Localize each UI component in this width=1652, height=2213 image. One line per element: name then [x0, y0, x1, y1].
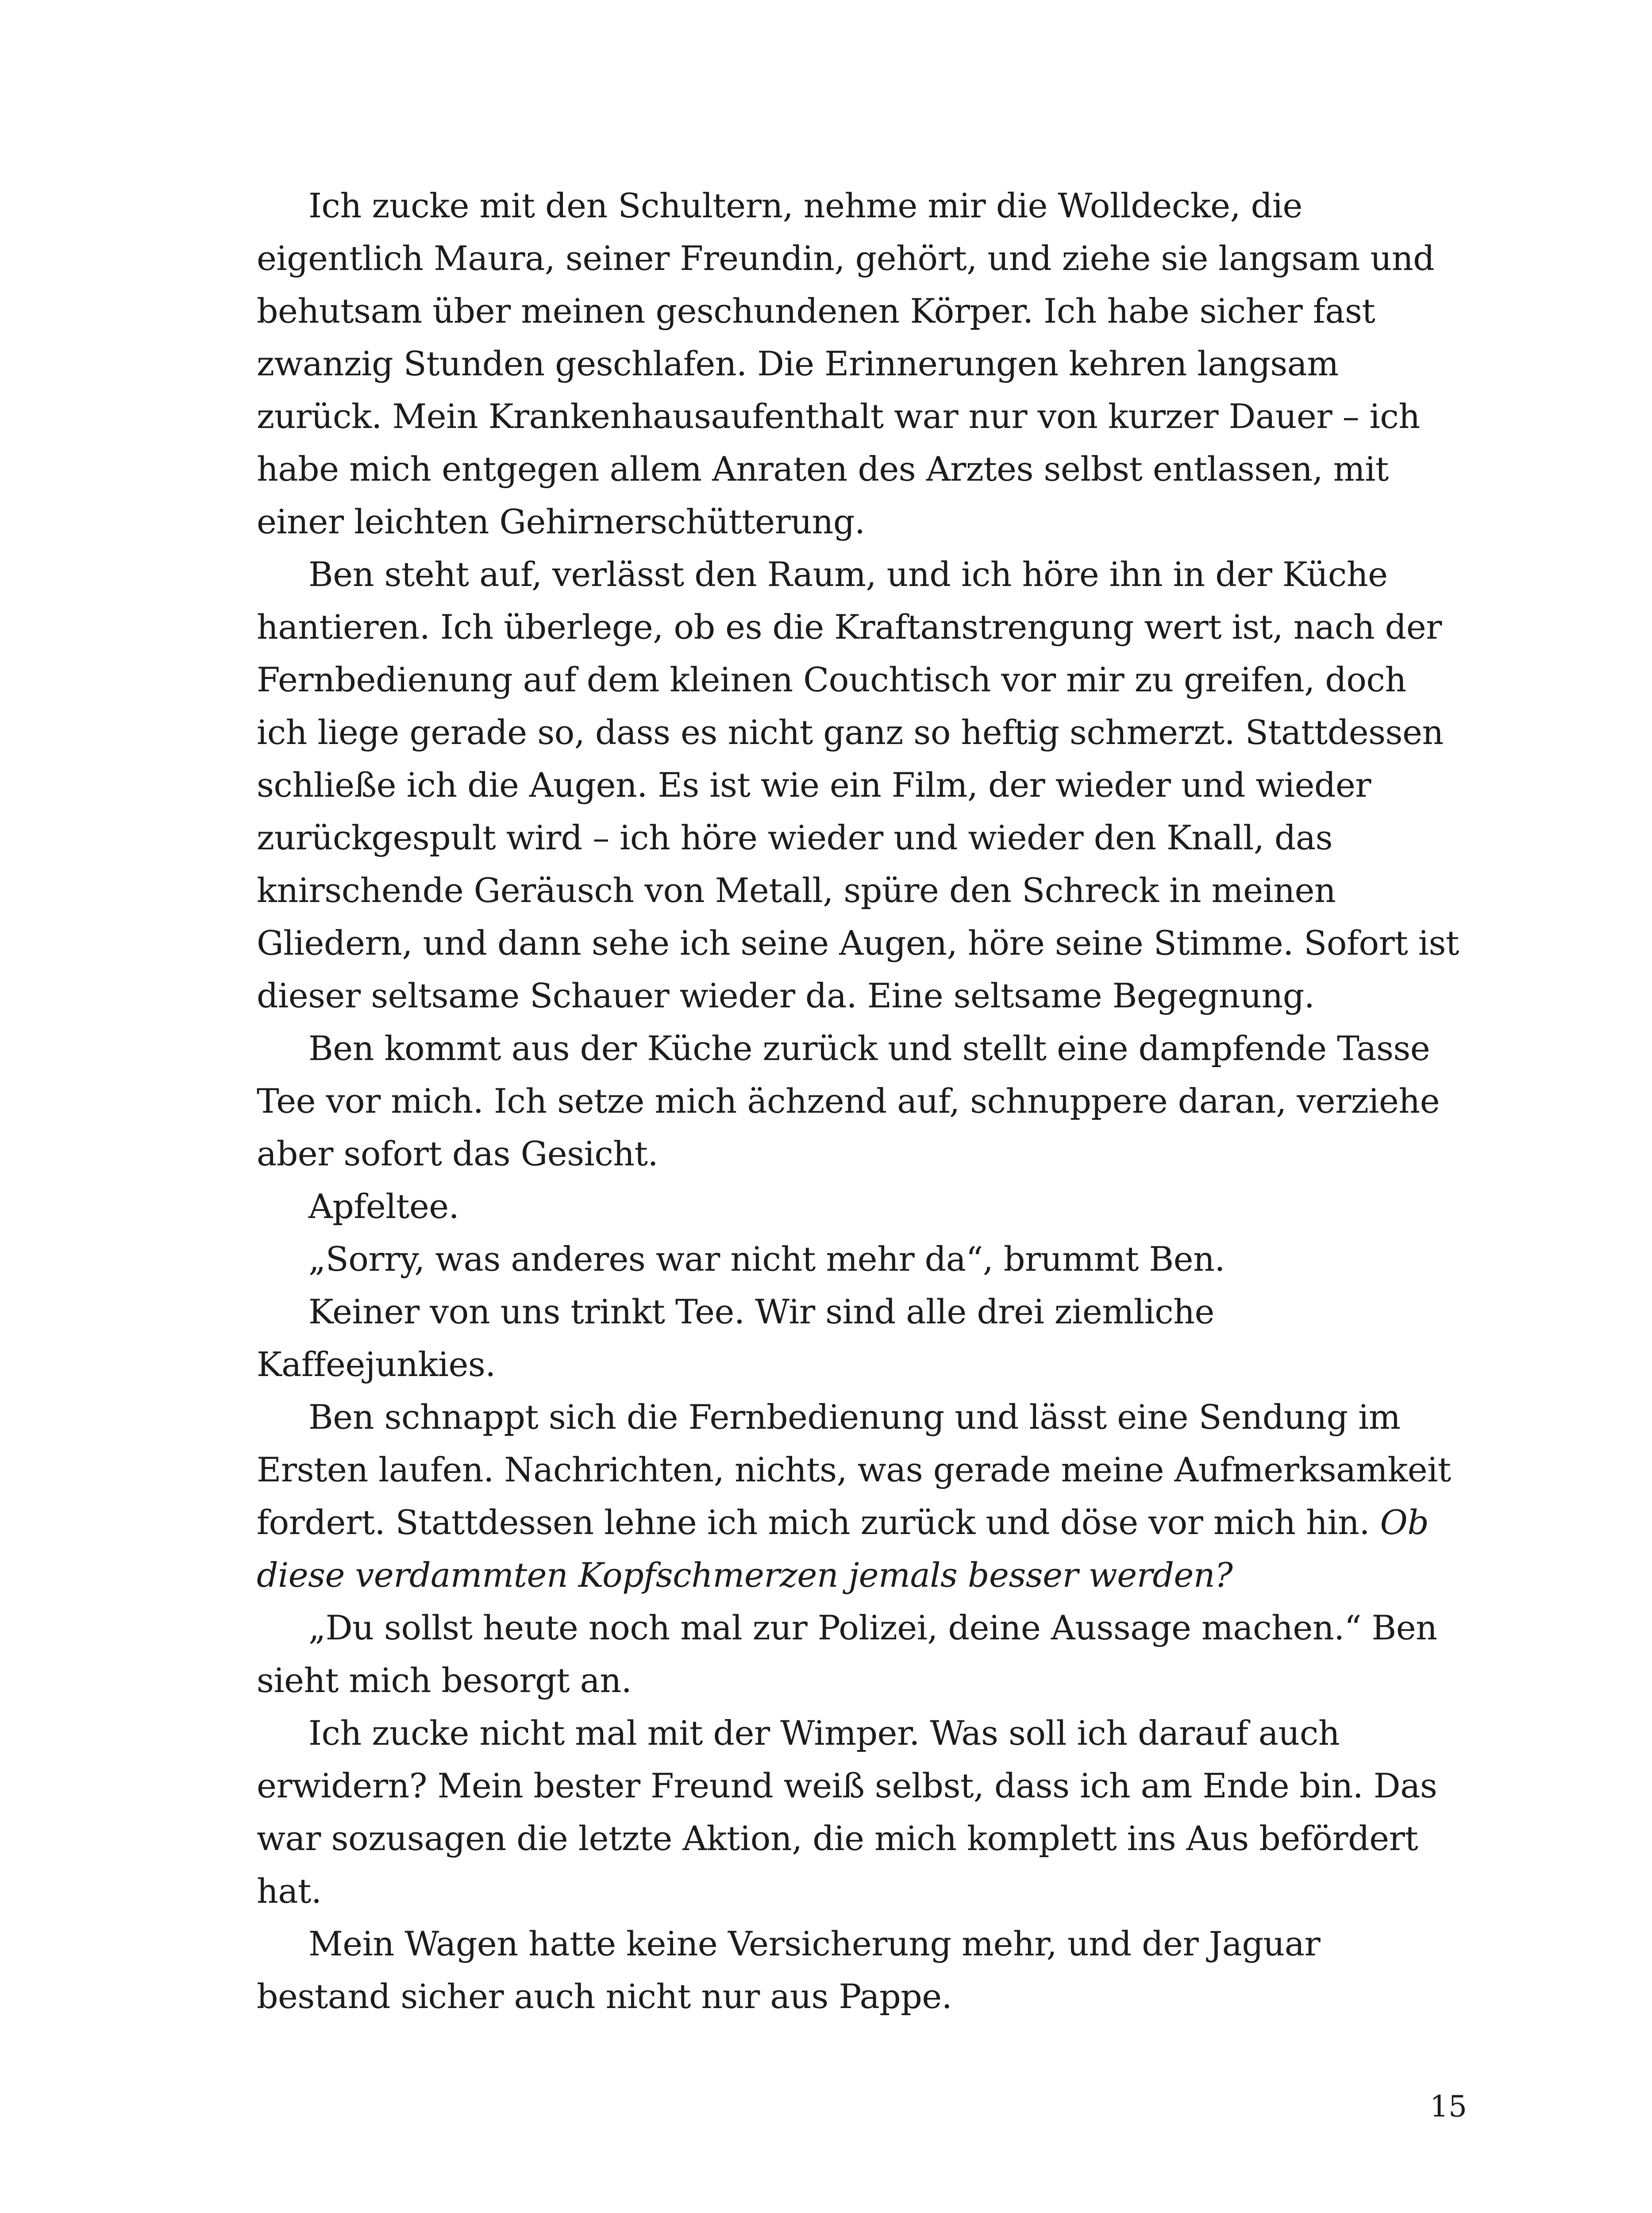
text-line: Ich zucke mit den Schultern, nehme mir die Wolldecke, die: [308, 186, 1302, 225]
text-line: hantieren. Ich überlege, ob es die Kraftanstrengung wert ist, nach der: [257, 607, 1442, 647]
text-line-roman: fordert. Stattdessen lehne ich mich zurück und döse vor mich hin.: [257, 1503, 1370, 1542]
text-line: Ben schnappt sich die Fernbedienung und lässt eine Sendung im: [308, 1397, 1401, 1437]
text-line: erwidern? Mein bester Freund weiß selbst, dass ich am Ende bin. Das: [257, 1766, 1437, 1805]
text-line: behutsam über meinen geschundenen Körper. Ich habe sicher fast: [257, 291, 1375, 331]
text-line: Ben steht auf, verlässt den Raum, und ich höre ihn in der Küche: [308, 555, 1388, 594]
text-line: Keiner von uns trinkt Tee. Wir sind alle drei ziemliche: [308, 1292, 1214, 1331]
text-line: bestand sicher auch nicht nur aus Pappe.: [257, 1977, 952, 2016]
text-line: Gliedern, und dann sehe ich seine Augen, höre seine Stimme. Sofort ist: [257, 923, 1459, 963]
text-line: war sozusagen die letzte Aktion, die mich komplett ins Aus befördert: [257, 1819, 1418, 1858]
text-line: aber sofort das Gesicht.: [257, 1134, 658, 1173]
text-line: zurück. Mein Krankenhausaufenthalt war nur von kurzer Dauer – ich: [257, 397, 1420, 436]
text-line-italic: Ob: [1369, 1503, 1429, 1542]
text-line: dieser seltsame Schauer wieder da. Eine seltsame Begegnung.: [257, 976, 1315, 1015]
text-line: habe mich entgegen allem Anraten des Arztes selbst entlassen, mit: [257, 449, 1389, 489]
text-line: knirschende Geräusch von Metall, spüre den Schreck in meinen: [257, 871, 1336, 910]
body-text: [257, 179, 1460, 2023]
text-line: schließe ich die Augen. Es ist wie ein Film, der wieder und wieder: [257, 765, 1371, 805]
text-line: zurückgespult wird – ich höre wieder und wieder den Knall, das: [257, 818, 1332, 857]
text-line: einer leichten Gehirnerschütterung.: [257, 502, 865, 541]
text-line: hat.: [257, 1871, 322, 1911]
text-line: „Du sollst heute noch mal zur Polizei, deine Aussage machen.“ Ben: [308, 1608, 1437, 1647]
text-line: Mein Wagen hatte keine Versicherung mehr, und der Jaguar: [308, 1924, 1321, 1963]
text-line: „Sorry, was anderes war nicht mehr da“, brummt Ben.: [308, 1239, 1225, 1279]
text-line: Ben kommt aus der Küche zurück und stellt eine dampfende Tasse: [308, 1029, 1430, 1068]
text-line: Ich zucke nicht mal mit der Wimper. Was soll ich darauf auch: [308, 1713, 1340, 1753]
text-line: Tee vor mich. Ich setze mich ächzend auf, schnuppere daran, verziehe: [257, 1081, 1440, 1121]
text-line: [257, 1496, 1460, 1549]
text-line: Kaffeejunkies.: [257, 1345, 496, 1384]
text-line: Apfeltee.: [308, 1187, 459, 1226]
text-line: Ersten laufen. Nachrichten, nichts, was gerade meine Aufmerksamkeit: [257, 1450, 1451, 1489]
text-line-italic: diese verdammten Kopfschmerzen jemals besser werden?: [257, 1555, 1233, 1595]
page-number: 15: [1430, 2090, 1467, 2124]
text-line: sieht mich besorgt an.: [257, 1661, 632, 1700]
text-line: Fernbedienung auf dem kleinen Couchtisch vor mir zu greifen, doch: [257, 660, 1406, 699]
text-line: ich liege gerade so, dass es nicht ganz so heftig schmerzt. Stattdessen: [257, 713, 1444, 752]
text-line: eigentlich Maura, seiner Freundin, gehört, und ziehe sie langsam und: [257, 239, 1435, 278]
text-line: zwanzig Stunden geschlafen. Die Erinnerungen kehren langsam: [257, 344, 1339, 383]
